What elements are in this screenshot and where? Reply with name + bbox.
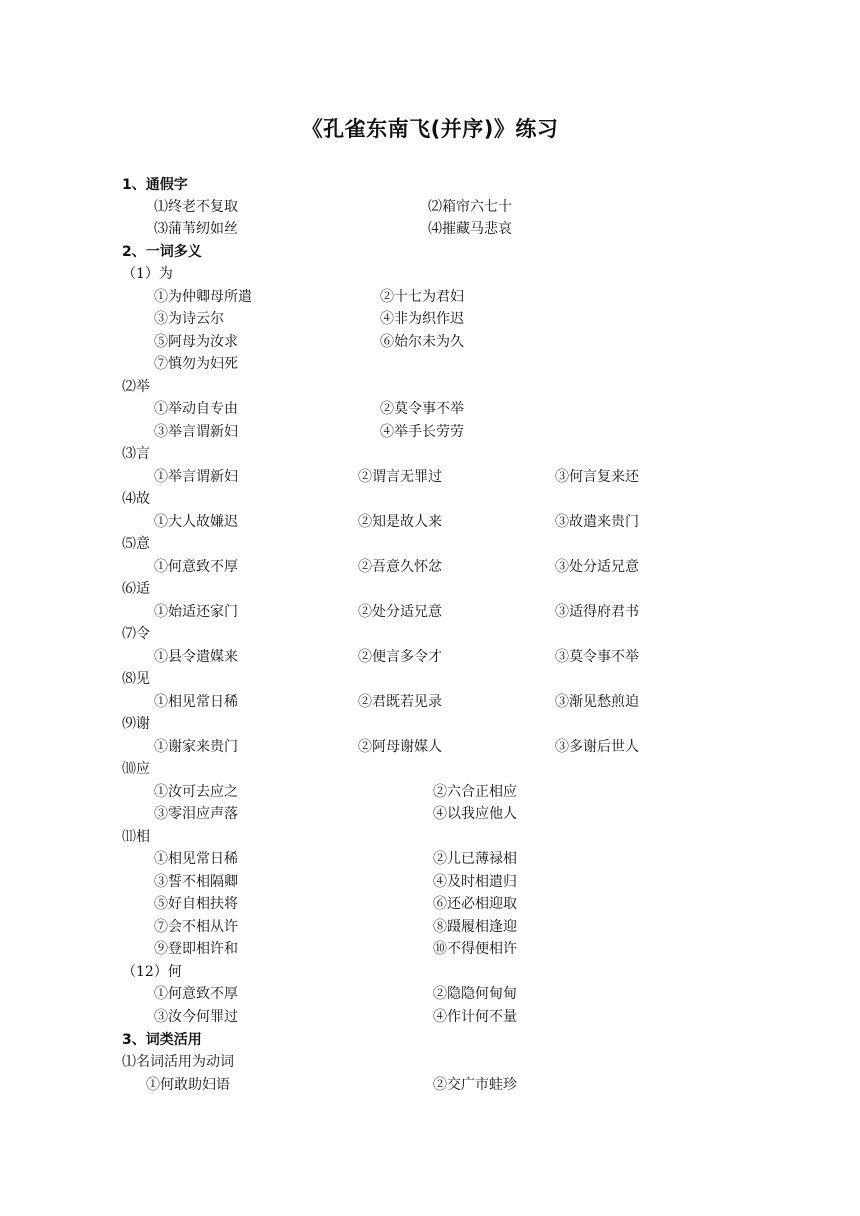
exercise-row	[0, 803, 860, 825]
group-label: ⑹适	[122, 581, 150, 597]
exercise-item: ①始适还家门	[154, 604, 238, 620]
group-label: ⑵举	[122, 379, 150, 395]
exercise-row	[0, 421, 860, 443]
exercise-item: ③故遣来贵门	[555, 514, 639, 530]
exercise-item: ③零泪应声落	[154, 806, 238, 822]
exercise-row	[0, 916, 860, 938]
exercise-item: ⑨登即相许和	[154, 941, 238, 957]
exercise-item: ①大人故嫌迟	[154, 514, 238, 530]
exercise-item: ①举动自专由	[154, 401, 238, 417]
exercise-row	[0, 893, 860, 915]
group-label: ⑸意	[122, 536, 150, 552]
exercise-item: ⑶蒲苇纫如丝	[154, 221, 238, 237]
exercise-item: ⑧蹑履相逢迎	[433, 919, 517, 935]
exercise-item: ⑦慎勿为妇死	[154, 356, 238, 372]
exercise-item: ⑥始尔未为久	[380, 334, 464, 350]
exercise-row	[0, 466, 860, 488]
exercise-item: ①举言谓新妇	[154, 469, 238, 485]
exercise-item: ②吾意久怀忿	[358, 559, 442, 575]
section-heading-2: 2、一词多义	[122, 244, 202, 260]
exercise-row	[0, 286, 860, 308]
exercise-item: ⑵箱帘六七十	[428, 199, 512, 215]
exercise-item: ③汝今何罪过	[154, 1009, 238, 1025]
exercise-item: ⑴终老不复取	[154, 199, 238, 215]
group-label: ⑾相	[122, 829, 150, 845]
group-label: ⑶言	[122, 446, 150, 462]
exercise-item: ⑷摧藏马悲哀	[428, 221, 512, 237]
exercise-item: ③为诗云尔	[154, 311, 224, 327]
exercise-item: ②阿母谢媒人	[358, 739, 442, 755]
exercise-row	[0, 331, 860, 353]
exercise-row	[0, 353, 860, 375]
exercise-item: ④非为织作迟	[380, 311, 464, 327]
page-title: 《孔雀东南飞(并序)》练习	[301, 117, 559, 141]
exercise-row	[0, 218, 860, 240]
exercise-row	[0, 556, 860, 578]
exercise-item: ③渐见愁煎迫	[555, 694, 639, 710]
exercise-item: ②六合正相应	[433, 784, 517, 800]
group-label: ⑺令	[122, 626, 150, 642]
exercise-item: ③适得府君书	[555, 604, 639, 620]
exercise-item: ③莫令事不举	[555, 649, 639, 665]
exercise-item: ③举言谓新妇	[154, 424, 238, 440]
exercise-row	[0, 848, 860, 870]
exercise-item: ③多谢后世人	[555, 739, 639, 755]
exercise-row	[0, 983, 860, 1005]
exercise-item: ②君既若见录	[358, 694, 442, 710]
exercise-item: ②谓言无罪过	[358, 469, 442, 485]
exercise-item: ①相见常日稀	[154, 694, 238, 710]
exercise-row	[0, 871, 860, 893]
exercise-item: ①何敢助妇语	[146, 1077, 230, 1093]
exercise-row	[0, 601, 860, 623]
group-label: ⑼谢	[122, 716, 150, 732]
exercise-row	[0, 646, 860, 668]
exercise-item: ⑩不得便相许	[433, 941, 517, 957]
exercise-item: ⑤好自相扶将	[154, 896, 238, 912]
exercise-item: ②处分适兄意	[358, 604, 442, 620]
exercise-item: ①谢家来贵门	[154, 739, 238, 755]
group-label: ⑽应	[122, 761, 150, 777]
exercise-item: ②便言多令才	[358, 649, 442, 665]
exercise-item: ④作计何不量	[433, 1009, 517, 1025]
exercise-row	[0, 1006, 860, 1028]
group-label: （1）为	[122, 266, 173, 282]
group-label: （12）何	[122, 964, 182, 980]
exercise-item: ①何意致不厚	[154, 986, 238, 1002]
exercise-item: ②知是故人来	[358, 514, 442, 530]
exercise-item: ②隐隐何甸甸	[433, 986, 517, 1002]
exercise-row	[0, 196, 860, 218]
exercise-item: ③何言复来还	[555, 469, 639, 485]
exercise-item: ①为仲卿母所遣	[154, 289, 252, 305]
exercise-row	[0, 691, 860, 713]
exercise-row	[0, 398, 860, 420]
exercise-item: ③誓不相隔卿	[154, 874, 238, 890]
exercise-item: ③处分适兄意	[555, 559, 639, 575]
exercise-item: ⑤阿母为汝求	[154, 334, 238, 350]
exercise-row	[0, 511, 860, 533]
exercise-row	[0, 781, 860, 803]
exercise-row	[0, 736, 860, 758]
group-label: ⑻见	[122, 671, 150, 687]
exercise-row	[0, 308, 860, 330]
subsection-label: ⑴名词活用为动词	[122, 1054, 234, 1070]
exercise-item: ②儿已薄禄相	[433, 851, 517, 867]
exercise-item: ②交广市蛙珍	[433, 1077, 517, 1093]
exercise-item: ②十七为君妇	[380, 289, 464, 305]
exercise-item: ④及时相遣归	[433, 874, 517, 890]
exercise-item: ①县令遣媒来	[154, 649, 238, 665]
group-label: ⑷故	[122, 491, 150, 507]
exercise-row	[0, 938, 860, 960]
exercise-item: ①相见常日稀	[154, 851, 238, 867]
section-heading-3: 3、词类活用	[122, 1032, 202, 1048]
exercise-item: ⑥还必相迎取	[433, 896, 517, 912]
exercise-row	[0, 1074, 860, 1096]
section-heading-1: 1、通假字	[122, 177, 188, 193]
exercise-item: ⑦会不相从许	[154, 919, 238, 935]
exercise-item: ④举手长劳劳	[380, 424, 464, 440]
exercise-item: ①何意致不厚	[154, 559, 238, 575]
exercise-item: ④以我应他人	[433, 806, 517, 822]
exercise-item: ②莫令事不举	[380, 401, 464, 417]
exercise-item: ①汝可去应之	[154, 784, 238, 800]
